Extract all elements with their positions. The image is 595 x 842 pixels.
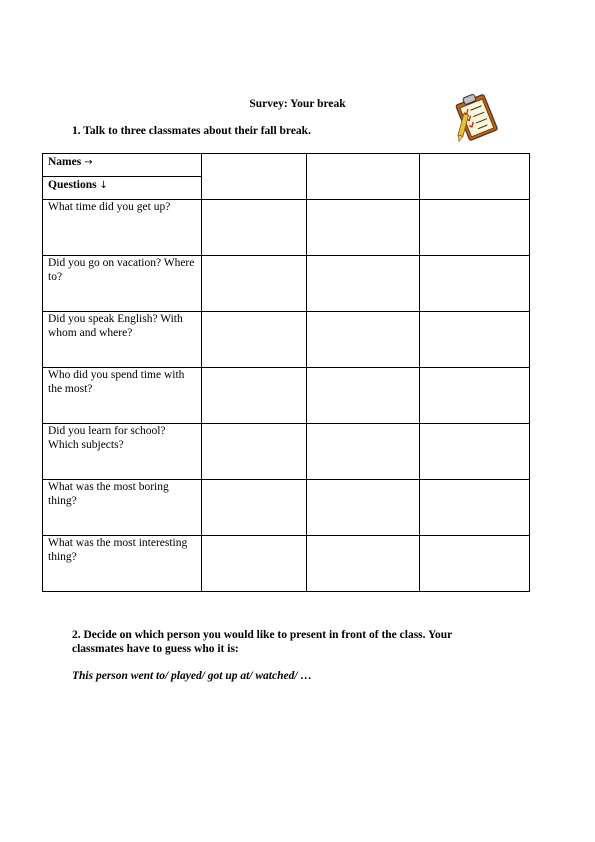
survey-table bbox=[42, 153, 530, 592]
answer-cell[interactable] bbox=[202, 368, 306, 424]
question-cell: What was the most boring thing? bbox=[43, 480, 202, 536]
questions-label: Questions bbox=[48, 179, 97, 191]
answer-cell[interactable] bbox=[420, 424, 530, 480]
table-row bbox=[43, 312, 530, 368]
arrow-right-icon: → bbox=[84, 157, 93, 168]
answer-cell[interactable] bbox=[306, 424, 419, 480]
name-cell-2[interactable] bbox=[306, 154, 419, 200]
page-title: Survey: Your break bbox=[249, 98, 346, 110]
answer-cell[interactable] bbox=[202, 312, 306, 368]
answer-cell[interactable] bbox=[306, 536, 419, 592]
answer-cell[interactable] bbox=[420, 368, 530, 424]
clipboard-checklist-icon bbox=[452, 88, 504, 144]
answer-cell[interactable] bbox=[202, 424, 306, 480]
table-row bbox=[43, 480, 530, 536]
name-cell-1[interactable] bbox=[202, 154, 306, 200]
answer-cell[interactable] bbox=[420, 200, 530, 256]
answer-cell[interactable] bbox=[306, 368, 419, 424]
example-sentence: This person went to/ played/ got up at/ watched/ … bbox=[72, 670, 312, 682]
question-cell: Did you go on vacation? Where to? bbox=[43, 256, 202, 312]
table-row bbox=[43, 256, 530, 312]
answer-cell[interactable] bbox=[202, 200, 306, 256]
answer-cell[interactable] bbox=[306, 256, 419, 312]
answer-cell[interactable] bbox=[306, 200, 419, 256]
table-row bbox=[43, 536, 530, 592]
answer-cell[interactable] bbox=[420, 480, 530, 536]
task-2-instruction: 2. Decide on which person you would like to present in front of the class. Your classmates have to guess who it is: bbox=[72, 629, 453, 655]
table-row bbox=[43, 200, 530, 256]
answer-cell[interactable] bbox=[202, 256, 306, 312]
answer-cell[interactable] bbox=[306, 312, 419, 368]
names-header-row bbox=[43, 154, 530, 177]
answer-cell[interactable] bbox=[306, 480, 419, 536]
answer-cell[interactable] bbox=[420, 256, 530, 312]
name-cell-3[interactable] bbox=[420, 154, 530, 200]
questions-header-cell bbox=[43, 177, 202, 200]
table-row bbox=[43, 368, 530, 424]
task-1-instruction: 1. Talk to three classmates about their fall break. bbox=[72, 125, 311, 137]
question-cell: What time did you get up? bbox=[43, 200, 202, 256]
answer-cell[interactable] bbox=[420, 312, 530, 368]
question-cell: Did you speak English? With whom and where? bbox=[43, 312, 202, 368]
question-cell: What was the most interesting thing? bbox=[43, 536, 202, 592]
answer-cell[interactable] bbox=[420, 536, 530, 592]
arrow-down-icon: ↓ bbox=[99, 180, 108, 191]
question-cell: Did you learn for school? Which subjects? bbox=[43, 424, 202, 480]
table-row bbox=[43, 424, 530, 480]
names-header-cell bbox=[43, 154, 202, 177]
answer-cell[interactable] bbox=[202, 536, 306, 592]
question-cell: Who did you spend time with the most? bbox=[43, 368, 202, 424]
names-label: Names bbox=[48, 156, 82, 168]
answer-cell[interactable] bbox=[202, 480, 306, 536]
